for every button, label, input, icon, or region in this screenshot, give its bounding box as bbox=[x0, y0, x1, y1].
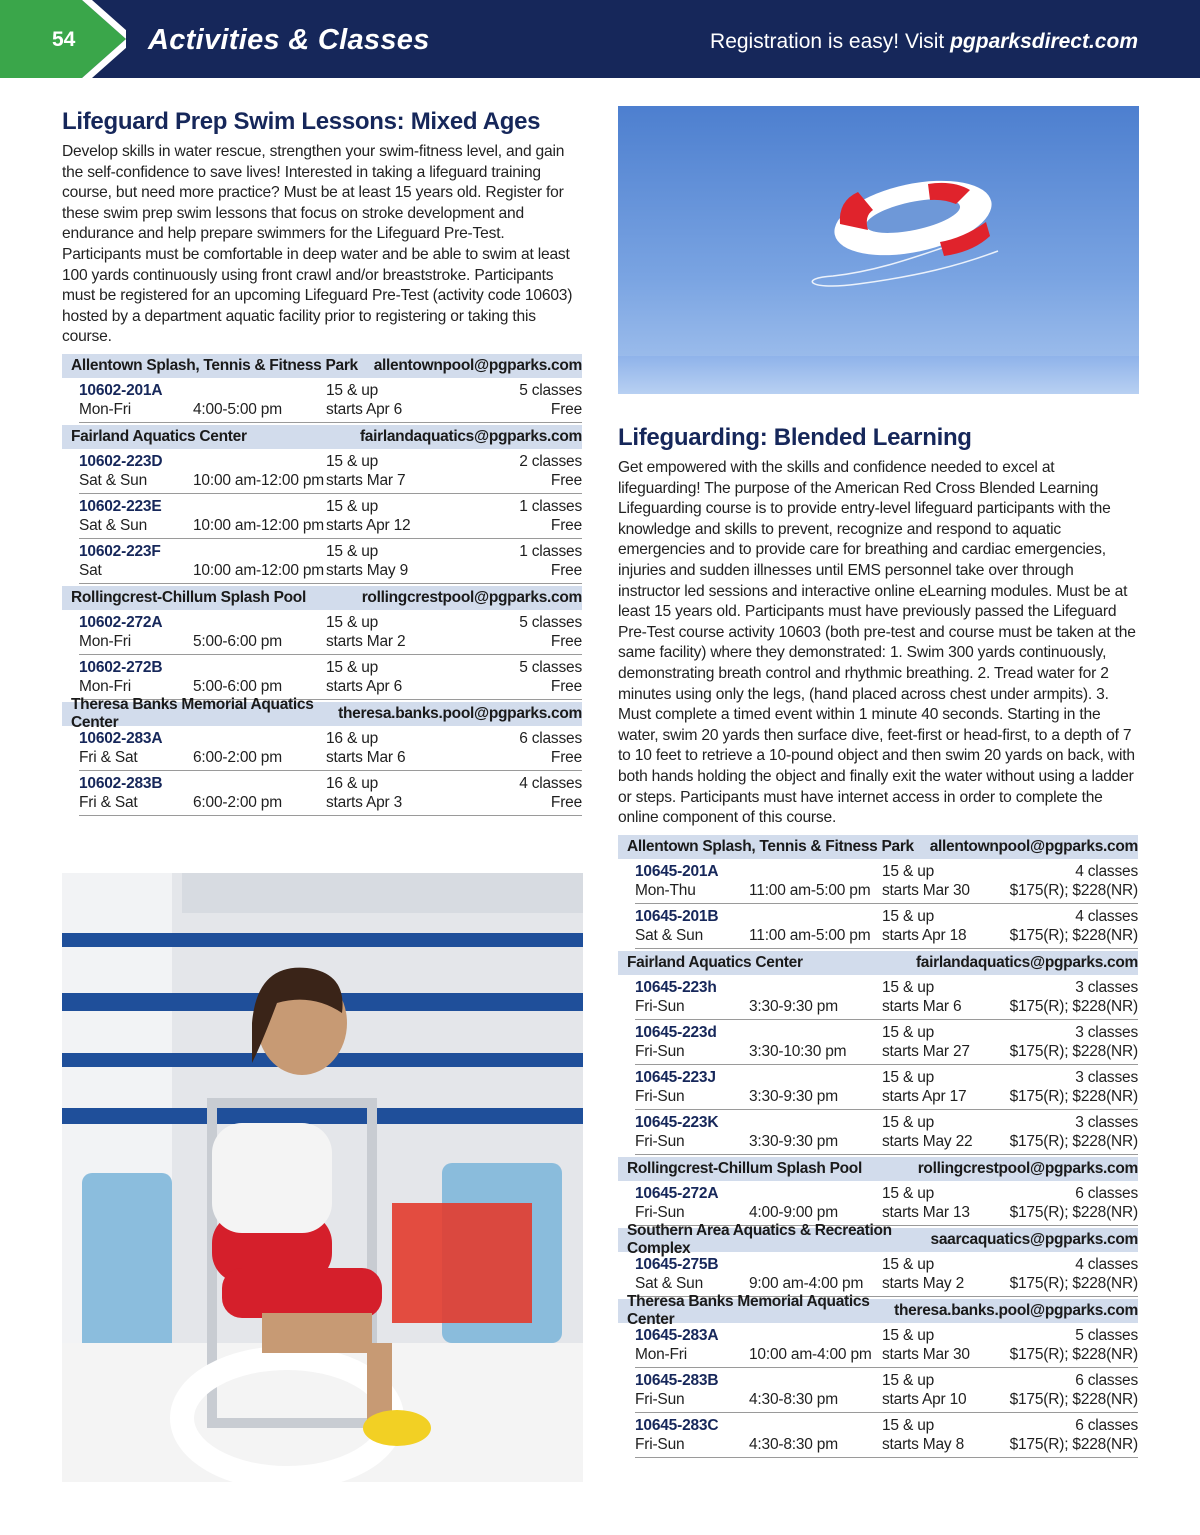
activity-code[interactable]: 10602-223D bbox=[79, 452, 163, 470]
activity-code[interactable]: 10602-223E bbox=[79, 497, 162, 515]
age-range: 15 & up bbox=[882, 1068, 935, 1086]
age-range: 16 & up bbox=[326, 729, 379, 747]
class-count: 6 classes bbox=[1075, 1416, 1138, 1434]
start-date: starts Apr 18 bbox=[882, 927, 967, 945]
fee: Free bbox=[550, 517, 582, 535]
fee: $175(R); $228(NR) bbox=[1009, 1204, 1138, 1222]
fee: $175(R); $228(NR) bbox=[1009, 1436, 1138, 1454]
activity-code[interactable]: 10645-201A bbox=[635, 862, 719, 880]
activity-code[interactable]: 10602-223F bbox=[79, 542, 161, 560]
fee: Free bbox=[550, 562, 582, 580]
start-date: starts Apr 17 bbox=[882, 1088, 967, 1106]
meeting-time: 4:00-5:00 pm bbox=[193, 401, 282, 419]
meeting-time: 6:00-2:00 pm bbox=[193, 794, 282, 812]
activity-code[interactable]: 10602-283A bbox=[79, 729, 163, 747]
activity-code[interactable]: 10645-275B bbox=[635, 1255, 719, 1273]
start-date: starts Mar 27 bbox=[882, 1043, 970, 1061]
meeting-time: 9:00 am-4:00 pm bbox=[749, 1275, 864, 1293]
age-range: 15 & up bbox=[326, 497, 379, 515]
lifeguard-illustration bbox=[62, 873, 583, 1482]
lifeguard-chair-photo bbox=[62, 873, 583, 1482]
meeting-days: Fri-Sun bbox=[635, 1204, 685, 1222]
session-row[interactable] bbox=[79, 610, 582, 655]
session-row[interactable] bbox=[635, 859, 1138, 904]
age-range: 15 & up bbox=[882, 907, 935, 925]
session-row[interactable] bbox=[79, 449, 582, 494]
location-email-link[interactable]: rollingcrestpool@pgparks.com bbox=[361, 588, 582, 606]
fee: Free bbox=[550, 633, 582, 651]
class-count: 3 classes bbox=[1075, 1023, 1138, 1041]
meeting-time: 5:00-6:00 pm bbox=[193, 633, 282, 651]
meeting-days: Fri-Sun bbox=[635, 1436, 685, 1454]
start-date: starts Apr 12 bbox=[326, 517, 411, 535]
fee: $175(R); $228(NR) bbox=[1009, 1088, 1138, 1106]
class-count: 6 classes bbox=[1075, 1184, 1138, 1202]
location-header bbox=[618, 951, 1138, 975]
location-header bbox=[618, 1157, 1138, 1181]
meeting-days: Sat & Sun bbox=[635, 927, 703, 945]
activity-code[interactable]: 10602-272A bbox=[79, 613, 163, 631]
fee: $175(R); $228(NR) bbox=[1009, 1346, 1138, 1364]
location-email-link[interactable]: fairlandaquatics@pgparks.com bbox=[359, 427, 582, 445]
fee: Free bbox=[550, 794, 582, 812]
class-count: 3 classes bbox=[1075, 1068, 1138, 1086]
fee: $175(R); $228(NR) bbox=[1009, 927, 1138, 945]
activity-code[interactable]: 10645-223J bbox=[635, 1068, 716, 1086]
meeting-time: 5:00-6:00 pm bbox=[193, 678, 282, 696]
class-count: 4 classes bbox=[1075, 862, 1138, 880]
session-row[interactable] bbox=[635, 1252, 1138, 1297]
meeting-days: Fri-Sun bbox=[635, 998, 685, 1016]
page-header bbox=[0, 0, 1200, 78]
start-date: starts Mar 2 bbox=[326, 633, 406, 651]
location-email-link[interactable]: theresa.banks.pool@pgparks.com bbox=[894, 1301, 1138, 1319]
session-row[interactable] bbox=[635, 1181, 1138, 1226]
start-date: starts Apr 6 bbox=[326, 678, 402, 696]
life-ring-photo bbox=[618, 106, 1139, 394]
lifeguard-prep-section bbox=[62, 108, 582, 816]
meeting-days: Fri-Sun bbox=[635, 1133, 685, 1151]
meeting-time: 3:30-10:30 pm bbox=[749, 1043, 847, 1061]
lifeguard-prep-title: Lifeguard Prep Swim Lessons: Mixed Ages bbox=[62, 108, 541, 135]
age-range: 15 & up bbox=[326, 613, 379, 631]
age-range: 15 & up bbox=[882, 1371, 935, 1389]
blended-learning-title: Lifeguarding: Blended Learning bbox=[618, 424, 972, 451]
age-range: 15 & up bbox=[882, 1113, 935, 1131]
meeting-time: 11:00 am-5:00 pm bbox=[749, 927, 871, 945]
class-count: 6 classes bbox=[1075, 1371, 1138, 1389]
start-date: starts Apr 3 bbox=[326, 794, 402, 812]
start-date: starts Mar 7 bbox=[326, 472, 406, 490]
location-name: Allentown Splash, Tennis & Fitness Park bbox=[71, 356, 358, 374]
start-date: starts May 2 bbox=[882, 1275, 965, 1293]
meeting-days: Fri-Sun bbox=[635, 1043, 685, 1061]
fee: Free bbox=[550, 472, 582, 490]
age-range: 15 & up bbox=[882, 1255, 935, 1273]
start-date: starts Mar 13 bbox=[882, 1204, 970, 1222]
age-range: 15 & up bbox=[882, 862, 935, 880]
age-range: 15 & up bbox=[326, 658, 379, 676]
meeting-days: Sat bbox=[79, 562, 102, 580]
activity-code[interactable]: 10602-283B bbox=[79, 774, 163, 792]
section-title: Activities & Classes bbox=[148, 24, 430, 56]
fee: Free bbox=[550, 749, 582, 767]
class-count: 5 classes bbox=[519, 381, 582, 399]
meeting-time: 10:00 am-12:00 pm bbox=[193, 517, 325, 535]
location-name: Rollingcrest-Chillum Splash Pool bbox=[71, 588, 306, 606]
meeting-time: 4:00-9:00 pm bbox=[749, 1204, 838, 1222]
activity-code[interactable]: 10645-283B bbox=[635, 1371, 719, 1389]
fee: $175(R); $228(NR) bbox=[1009, 1391, 1138, 1409]
class-count: 4 classes bbox=[519, 774, 582, 792]
session-row[interactable] bbox=[79, 494, 582, 539]
meeting-time: 10:00 am-4:00 pm bbox=[749, 1346, 872, 1364]
class-count: 1 classes bbox=[519, 497, 582, 515]
session-row[interactable] bbox=[79, 655, 582, 700]
fee: Free bbox=[550, 678, 582, 696]
meeting-days: Sat & Sun bbox=[635, 1275, 703, 1293]
age-range: 15 & up bbox=[326, 452, 379, 470]
session-row[interactable] bbox=[635, 1323, 1138, 1368]
session-row[interactable] bbox=[635, 904, 1138, 949]
session-row[interactable] bbox=[635, 1065, 1138, 1110]
class-count: 5 classes bbox=[519, 613, 582, 631]
location-name: Fairland Aquatics Center bbox=[71, 427, 247, 445]
class-count: 4 classes bbox=[1075, 907, 1138, 925]
location-name: Theresa Banks Memorial Aquatics Center bbox=[627, 1292, 870, 1328]
start-date: starts Mar 6 bbox=[326, 749, 406, 767]
activity-code[interactable]: 10602-272B bbox=[79, 658, 163, 676]
session-row[interactable] bbox=[635, 1413, 1138, 1458]
registration-text: Registration is easy! Visit bbox=[710, 30, 945, 53]
location-name: Southern Area Aquatics & Recreation Complex bbox=[627, 1221, 892, 1257]
meeting-days: Mon-Fri bbox=[635, 1346, 687, 1364]
age-range: 16 & up bbox=[326, 774, 379, 792]
class-count: 6 classes bbox=[519, 729, 582, 747]
class-count: 4 classes bbox=[1075, 1255, 1138, 1273]
activity-code[interactable]: 10645-223K bbox=[635, 1113, 719, 1131]
start-date: starts Mar 6 bbox=[882, 998, 962, 1016]
location-header bbox=[62, 354, 582, 378]
age-range: 15 & up bbox=[882, 1184, 935, 1202]
location-name: Fairland Aquatics Center bbox=[627, 953, 803, 971]
start-date: starts Apr 10 bbox=[882, 1391, 967, 1409]
meeting-time: 3:30-9:30 pm bbox=[749, 1088, 838, 1106]
location-header bbox=[62, 425, 582, 449]
location-header bbox=[62, 586, 582, 610]
class-count: 3 classes bbox=[1075, 1113, 1138, 1131]
start-date: starts May 22 bbox=[882, 1133, 973, 1151]
meeting-days: Mon-Fri bbox=[79, 633, 131, 651]
location-header bbox=[62, 695, 582, 731]
meeting-time: 10:00 am-12:00 pm bbox=[193, 562, 325, 580]
meeting-days: Sat & Sun bbox=[79, 517, 147, 535]
session-row[interactable] bbox=[635, 1110, 1138, 1155]
blended-learning-schedule bbox=[618, 835, 1138, 1458]
meeting-days: Mon-Fri bbox=[79, 401, 131, 419]
location-name: Theresa Banks Memorial Aquatics Center bbox=[71, 695, 314, 731]
fee: $175(R); $228(NR) bbox=[1009, 998, 1138, 1016]
class-count: 3 classes bbox=[1075, 978, 1138, 996]
activity-code[interactable]: 10645-283C bbox=[635, 1416, 719, 1434]
class-count: 5 classes bbox=[1075, 1326, 1138, 1344]
location-header bbox=[618, 835, 1138, 859]
age-range: 15 & up bbox=[882, 1416, 935, 1434]
blended-learning-description: Get empowered with the skills and confidence needed to excel at lifeguarding! The purpose of the American Red Cross Blended Learning Lifeguarding course is to provide entry-level lifeguard participants with the knowledge and skills to prevent, recognize and respond to aquatic emergencies and to provide care for breathing and cardiac emergencies, injuries and sudden illnesses until EMS personnel take over through instructor led sessions and interactive online eLearning modules. Must be at least 15 years old. Participants must have previously passed the Lifeguard Pre-Test course activity 10603 (both pre-test and course must be taken at the same facility) where they demonstrated: 1. Swim 300 yards continuously, demonstrating breath control and rhythmic breathing. 2. Tread water for 2 minutes using only the legs, (hand placed across chest under armpits). 3. Must complete a timed event within 1 minute 40 seconds. Starting in the water, swim 20 yards then surface dive, feet-first or head-first, to a depth of 7 to 10 feet to retrieve a 10-pound object and then swim 20 yards on back, with both hands holding the object and finally exit the water without using a ladder or steps. Participants must have internet access in order to complete the online component of this course. bbox=[618, 459, 1136, 827]
age-range: 15 & up bbox=[326, 542, 379, 560]
meeting-time: 6:00-2:00 pm bbox=[193, 749, 282, 767]
session-row[interactable] bbox=[79, 539, 582, 584]
meeting-days: Fri-Sun bbox=[635, 1391, 685, 1409]
age-range: 15 & up bbox=[882, 1326, 935, 1344]
lifeguard-prep-schedule bbox=[62, 354, 582, 816]
meeting-time: 10:00 am-12:00 pm bbox=[193, 472, 325, 490]
activity-code[interactable]: 10645-223d bbox=[635, 1023, 717, 1041]
session-row[interactable] bbox=[79, 771, 582, 816]
session-row[interactable] bbox=[79, 378, 582, 423]
location-email-link[interactable]: theresa.banks.pool@pgparks.com bbox=[338, 704, 582, 722]
age-range: 15 & up bbox=[326, 381, 379, 399]
fee: $175(R); $228(NR) bbox=[1009, 1275, 1138, 1293]
session-row[interactable] bbox=[79, 726, 582, 771]
start-date: starts May 9 bbox=[326, 562, 409, 580]
class-count: 5 classes bbox=[519, 658, 582, 676]
start-date: starts Mar 30 bbox=[882, 882, 970, 900]
registration-link[interactable]: pgparksdirect.com bbox=[950, 30, 1138, 53]
activity-code[interactable]: 10645-272A bbox=[635, 1184, 719, 1202]
session-row[interactable] bbox=[635, 975, 1138, 1020]
start-date: starts Mar 30 bbox=[882, 1346, 970, 1364]
lifeguard-prep-description: Develop skills in water rescue, strengthen your swim-fitness level, and gain the self-confidence to save lives! Interested in taking a lifeguard training course, but need more practice? Must be at least 15 years old. Register for these swim prep swim lessons that focus on stroke development and endurance and help prepare swimmers for the Lifeguard Pre-Test. Participants must be comfortable in deep water and be able to swim at least 100 yards continuously using front crawl and/or breaststroke. Participants must be registered for an upcoming Lifeguard Pre-Test (activity code 10603) hosted by a department aquatic facility prior to registering or taking this course. bbox=[62, 143, 573, 346]
fee: $175(R); $228(NR) bbox=[1009, 1043, 1138, 1061]
fee: $175(R); $228(NR) bbox=[1009, 1133, 1138, 1151]
class-count: 1 classes bbox=[519, 542, 582, 560]
location-name: Rollingcrest-Chillum Splash Pool bbox=[627, 1159, 862, 1177]
registration-note bbox=[710, 30, 1138, 54]
fee: Free bbox=[550, 401, 582, 419]
meeting-time: 3:30-9:30 pm bbox=[749, 998, 838, 1016]
activity-code[interactable]: 10645-223h bbox=[635, 978, 717, 996]
meeting-time: 3:30-9:30 pm bbox=[749, 1133, 838, 1151]
meeting-days: Sat & Sun bbox=[79, 472, 147, 490]
activity-code[interactable]: 10602-201A bbox=[79, 381, 163, 399]
location-email-link[interactable]: rollingcrestpool@pgparks.com bbox=[917, 1159, 1138, 1177]
location-email-link[interactable]: allentownpool@pgparks.com bbox=[373, 356, 582, 374]
fee: $175(R); $228(NR) bbox=[1009, 882, 1138, 900]
blended-learning-section bbox=[618, 424, 1138, 1458]
location-name: Allentown Splash, Tennis & Fitness Park bbox=[627, 837, 914, 855]
life-ring-illustration bbox=[618, 106, 1139, 394]
page-number: 54 bbox=[52, 28, 76, 51]
meeting-time: 4:30-8:30 pm bbox=[749, 1436, 838, 1454]
age-range: 15 & up bbox=[882, 1023, 935, 1041]
start-date: starts Apr 6 bbox=[326, 401, 402, 419]
session-row[interactable] bbox=[635, 1368, 1138, 1413]
location-header bbox=[618, 1292, 1138, 1328]
meeting-time: 11:00 am-5:00 pm bbox=[749, 882, 871, 900]
location-email-link[interactable]: fairlandaquatics@pgparks.com bbox=[915, 953, 1138, 971]
meeting-days: Mon-Fri bbox=[79, 678, 131, 696]
location-email-link[interactable]: allentownpool@pgparks.com bbox=[929, 837, 1138, 855]
meeting-days: Fri-Sun bbox=[635, 1088, 685, 1106]
meeting-days: Fri & Sat bbox=[79, 749, 138, 767]
meeting-days: Mon-Thu bbox=[635, 882, 696, 900]
location-header bbox=[618, 1221, 1138, 1257]
meeting-days: Fri & Sat bbox=[79, 794, 138, 812]
activity-code[interactable]: 10645-283A bbox=[635, 1326, 719, 1344]
start-date: starts May 8 bbox=[882, 1436, 965, 1454]
meeting-time: 4:30-8:30 pm bbox=[749, 1391, 838, 1409]
age-range: 15 & up bbox=[882, 978, 935, 996]
session-row[interactable] bbox=[635, 1020, 1138, 1065]
class-count: 2 classes bbox=[519, 452, 582, 470]
activity-code[interactable]: 10645-201B bbox=[635, 907, 719, 925]
location-email-link[interactable]: saarcaquatics@pgparks.com bbox=[930, 1230, 1138, 1248]
